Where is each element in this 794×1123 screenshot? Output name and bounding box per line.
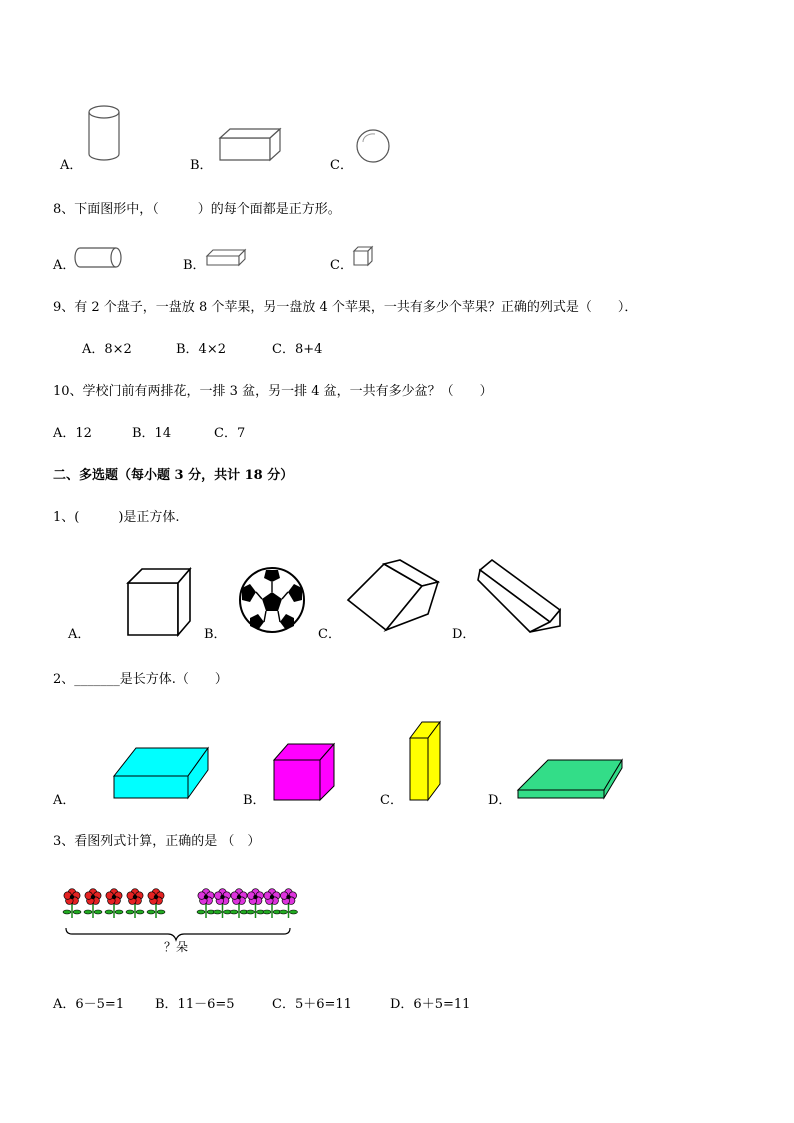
- q9-option-c: C．8+4: [272, 342, 323, 357]
- m3-option-d: D．6＋5=11: [390, 997, 471, 1012]
- m1-option-c-label: C．: [318, 627, 341, 642]
- m3-option-b: B．11－6=5: [155, 997, 235, 1012]
- flat-cuboid-figure: [205, 248, 249, 270]
- soccer-ball-figure: [236, 566, 312, 636]
- small-cube-figure: [352, 245, 376, 269]
- red-flower-icon: [126, 889, 144, 918]
- m2-option-c-label: C．: [380, 793, 403, 808]
- m1-option-a-label: A．: [68, 627, 91, 642]
- q8-option-a-label: A．: [53, 258, 76, 273]
- brace-label: ？朵: [164, 940, 189, 954]
- q9-option-b: B．4×2: [176, 342, 226, 357]
- cylinder-figure: [86, 104, 126, 164]
- red-flower-icon: [63, 889, 81, 918]
- m3-option-a: A．6－5=1: [53, 997, 125, 1012]
- m3-question-text: 3、看图列式计算，正确的是 （ ）: [53, 834, 261, 849]
- q9-option-a: A．8×2: [82, 342, 132, 357]
- yellow-tall-cuboid-figure: [408, 720, 444, 804]
- red-flower-icon: [105, 889, 123, 918]
- tilted-cuboid-figure: [474, 556, 570, 638]
- q8-option-c-label: C．: [330, 258, 353, 273]
- purple-flower-icon: [280, 889, 298, 918]
- q10-option-a: A．12: [53, 426, 92, 441]
- m1-option-d-label: D．: [452, 627, 476, 642]
- m1-question-text: 1、( )是正方体.: [53, 510, 180, 525]
- lying-cylinder-figure: [74, 245, 126, 271]
- purple-flower-icon: [263, 889, 281, 918]
- q8-question-text: 8、下面图形中，（ ）的每个面都是正方形。: [53, 202, 341, 217]
- cuboid-figure: [218, 126, 288, 166]
- purple-flower-icon: [230, 889, 248, 918]
- q9-question-text: 9、有 2 个盘子，一盘放 8 个苹果，另一盘放 4 个苹果，一共有多少个苹果？正确的列式是（ ）．: [53, 300, 638, 315]
- m2-option-d-label: D．: [488, 793, 512, 808]
- cyan-cuboid-figure: [112, 746, 212, 802]
- purple-flower-icon: [247, 889, 265, 918]
- tilted-cube-figure: [344, 556, 444, 638]
- purple-flower-icon: [197, 889, 215, 918]
- q7-option-b-label: B．: [190, 158, 213, 173]
- m2-option-b-label: B．: [243, 793, 266, 808]
- q10-question-text: 10、学校门前有两排花，一排 3 盆，另一排 4 盆，一共有多少盆？（ ）: [53, 384, 493, 399]
- q10-option-c: C．7: [214, 426, 246, 441]
- m2-option-a-label: A．: [53, 793, 76, 808]
- green-flat-cuboid-figure: [514, 756, 626, 802]
- red-flower-icon: [84, 889, 102, 918]
- magenta-cube-figure: [272, 742, 340, 804]
- purple-flower-icon: [214, 889, 232, 918]
- q10-option-b: B．14: [132, 426, 172, 441]
- m1-option-b-label: B．: [204, 627, 227, 642]
- section-heading: 二、多选题（每小题 3 分，共计 18 分）: [53, 468, 294, 483]
- cube-figure: [120, 565, 200, 641]
- m3-option-c: C．5＋6=11: [272, 997, 352, 1012]
- q8-option-b-label: B．: [183, 258, 206, 273]
- sphere-figure: [355, 128, 395, 168]
- q7-option-a-label: A．: [60, 158, 83, 173]
- q7-option-c-label: C．: [330, 158, 353, 173]
- red-flower-icon: [147, 889, 165, 918]
- m2-question-text: 2、_______是长方体.（ ）: [53, 672, 228, 687]
